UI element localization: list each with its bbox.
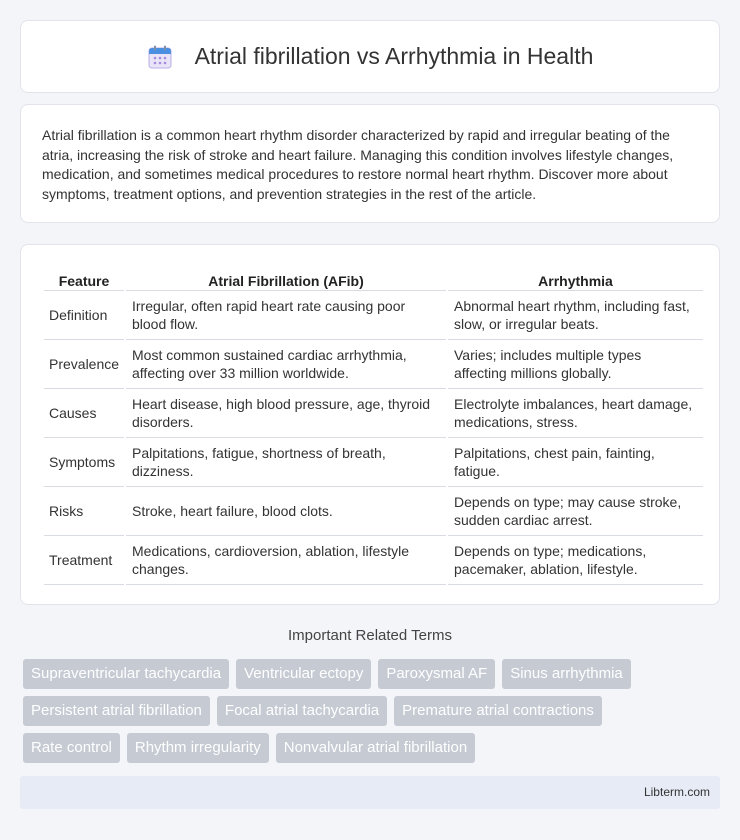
comparison-table bbox=[42, 265, 705, 585]
related-terms-list bbox=[23, 659, 723, 770]
row-feature: Prevalence bbox=[44, 340, 124, 389]
table-row bbox=[44, 340, 703, 389]
row-feature: Definition bbox=[44, 291, 124, 340]
row-arrhythmia: Palpitations, chest pain, fainting, fatigue. bbox=[448, 438, 703, 487]
intro-card bbox=[20, 104, 720, 223]
row-arrhythmia: Depends on type; medications, pacemaker, ablation, lifestyle. bbox=[448, 536, 703, 585]
footer bbox=[20, 776, 720, 809]
header-inner bbox=[147, 43, 594, 70]
tag-sinus-arrhythmia[interactable]: Sinus arrhythmia bbox=[502, 659, 631, 689]
row-afib: Palpitations, fatigue, shortness of breath, dizziness. bbox=[126, 438, 446, 487]
tag-row bbox=[23, 696, 723, 726]
tag-nonvalvular-atrial-fibrillation[interactable]: Nonvalvular atrial fibrillation bbox=[276, 733, 475, 763]
table-row bbox=[44, 291, 703, 340]
row-afib: Heart disease, high blood pressure, age, thyroid disorders. bbox=[126, 389, 446, 438]
row-arrhythmia: Depends on type; may cause stroke, sudden cardiac arrest. bbox=[448, 487, 703, 536]
footer-site-link[interactable]: Libterm.com bbox=[643, 785, 710, 799]
header-afib: Atrial Fibrillation (AFib) bbox=[126, 265, 446, 291]
row-feature: Treatment bbox=[44, 536, 124, 585]
table-header-row bbox=[44, 265, 703, 291]
tag-paroxysmal-af[interactable]: Paroxysmal AF bbox=[378, 659, 495, 689]
intro-text: Atrial fibrillation is a common heart rhythm disorder characterized by rapid and irregular beating of the atria, increasing the risk of stroke and heart failure. Managing this condition involves lifestyle changes, medication, and sometimes medical procedures to restore normal heart rhythm. Discover more about symptoms, treatment options, and prevention strategies in the rest of the article. bbox=[42, 127, 674, 202]
table-row bbox=[44, 389, 703, 438]
row-afib: Irregular, often rapid heart rate causing poor blood flow. bbox=[126, 291, 446, 340]
row-afib: Stroke, heart failure, blood clots. bbox=[126, 487, 446, 536]
row-feature: Risks bbox=[44, 487, 124, 536]
tag-row bbox=[23, 733, 723, 763]
tag-ventricular-ectopy[interactable]: Ventricular ectopy bbox=[236, 659, 371, 689]
row-afib: Most common sustained cardiac arrhythmia, affecting over 33 million worldwide. bbox=[126, 340, 446, 389]
header-arrhythmia: Arrhythmia bbox=[448, 265, 703, 291]
calendar-icon bbox=[147, 44, 173, 70]
header-feature: Feature bbox=[44, 265, 124, 291]
row-feature: Causes bbox=[44, 389, 124, 438]
tag-persistent-atrial-fibrillation[interactable]: Persistent atrial fibrillation bbox=[23, 696, 210, 726]
page-title: Atrial fibrillation vs Arrhythmia in Health bbox=[194, 43, 594, 69]
tag-premature-atrial-contractions[interactable]: Premature atrial contractions bbox=[394, 696, 602, 726]
row-arrhythmia: Electrolyte imbalances, heart damage, medications, stress. bbox=[448, 389, 703, 438]
table-row bbox=[44, 487, 703, 536]
tag-focal-atrial-tachycardia[interactable]: Focal atrial tachycardia bbox=[217, 696, 387, 726]
tag-rhythm-irregularity[interactable]: Rhythm irregularity bbox=[127, 733, 269, 763]
related-terms-title: Important Related Terms bbox=[288, 627, 452, 644]
row-arrhythmia: Varies; includes multiple types affecting millions globally. bbox=[448, 340, 703, 389]
tag-supraventricular-tachycardia[interactable]: Supraventricular tachycardia bbox=[23, 659, 229, 689]
row-arrhythmia: Abnormal heart rhythm, including fast, slow, or irregular beats. bbox=[448, 291, 703, 340]
row-afib: Medications, cardioversion, ablation, lifestyle changes. bbox=[126, 536, 446, 585]
table-row bbox=[44, 536, 703, 585]
table-row bbox=[44, 438, 703, 487]
tag-row bbox=[23, 659, 723, 689]
row-feature: Symptoms bbox=[44, 438, 124, 487]
header-card bbox=[20, 20, 720, 93]
comparison-table-card bbox=[20, 244, 720, 605]
tag-rate-control[interactable]: Rate control bbox=[23, 733, 120, 763]
